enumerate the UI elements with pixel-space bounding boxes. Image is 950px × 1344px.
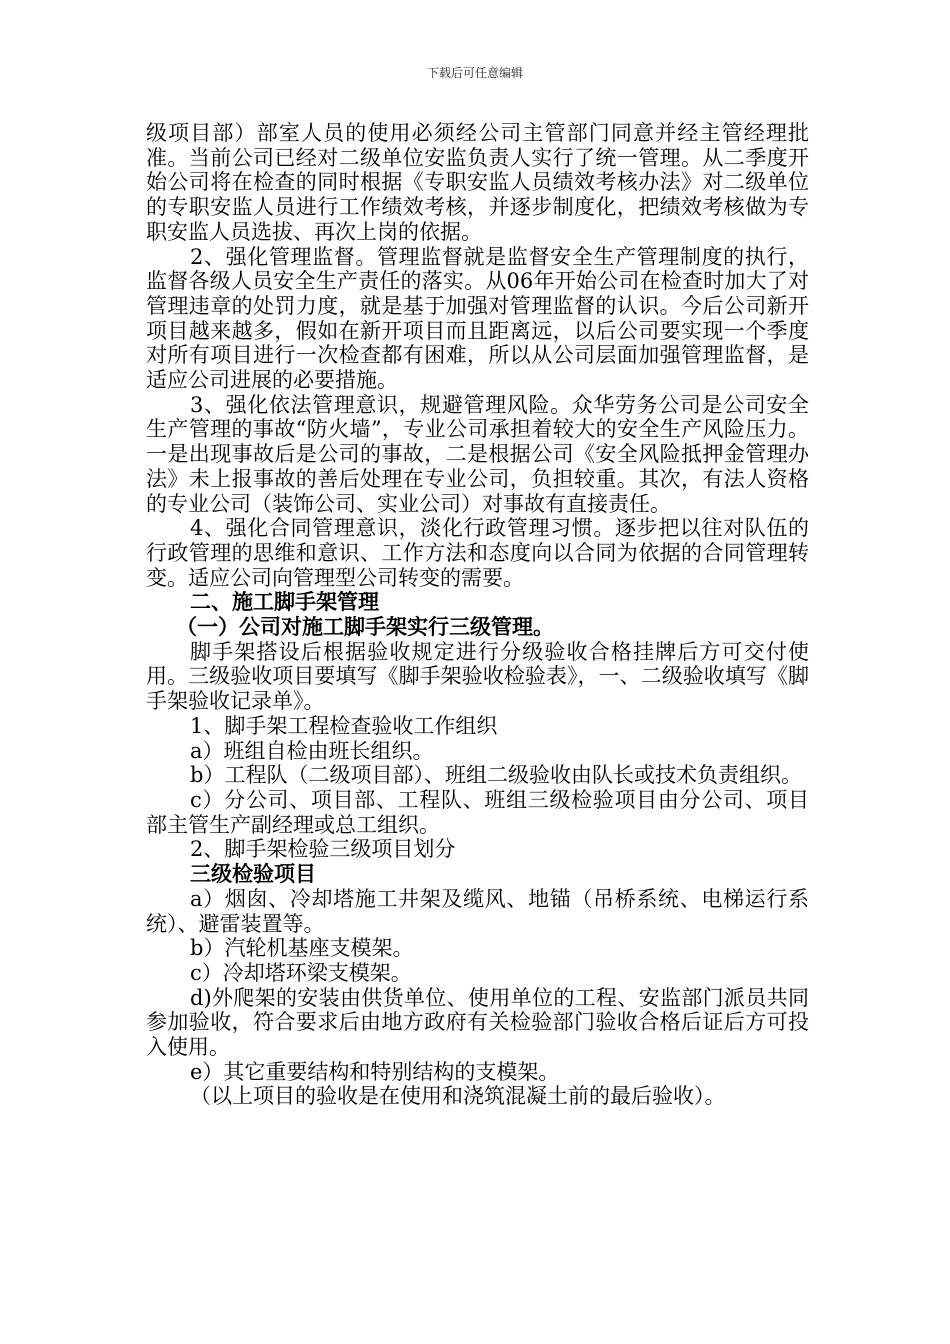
subsection-heading-three-level: （一）公司对施工脚手架实行三级管理。: [176, 614, 554, 640]
list-heading-organization: 1、脚手架工程检查验收工作组织: [190, 713, 498, 738]
list-item-a: a）班组自检由班长组织。: [190, 738, 434, 763]
item-turbine-base: b）汽轮机基座支模架。: [190, 936, 414, 961]
item-chimney: a）烟囱、冷却塔施工井架及缆风、地锚（吊桥系统、电梯运行系统）、避雷装置等。: [146, 886, 809, 936]
page-header-note: 下载后可任意编辑: [426, 66, 523, 80]
note-final-acceptance: （以上项目的验收是在使用和浇筑混凝土前的最后验收）。: [190, 1084, 726, 1109]
list-heading-division: 2、脚手架检验三级项目划分: [190, 837, 456, 862]
list-item-b: b）工程队（二级项目部）、班组二级验收由队长或技术负责组织。: [190, 763, 802, 788]
document-body: [146, 121, 809, 1109]
paragraph-management-supervision: 2、强化管理监督。管理监督就是监督安全生产管理制度的执行，监督各级人员安全生产责任的落实。从06年开始公司在检查时加大了对管理违章的处罚力度，就是基于加强对管理监督的认识。今后公司新开项目越来越多，假如在新开项目而且距离远，以后公司要实现一个季度对所有项目进行一次检查都有困难，所以从公司层面加强管理监督，是适应公司进展的必要措施。: [146, 244, 809, 393]
section-heading-scaffold: 二、施工脚手架管理: [190, 589, 379, 615]
paragraph-legal-management: 3、强化依法管理意识，规避管理风险。众华劳务公司是公司安全生产管理的事故“防火墙”，专业公司承担着较大的安全生产风险压力。一是出现事故后是公司的事故，二是根据公司《安全风险抵押金管理办法》未上报事故的善后处理在专业公司，负担较重。其次，有法人资格的专业公司（装饰公司、实业公司）对事故有直接责任。: [146, 392, 809, 516]
paragraph-continued: 级项目部）部室人员的使用必须经公司主管部门同意并经主管经理批准。当前公司已经对二级单位安监负责人实行了统一管理。从二季度开始公司将在检查的同时根据《专职安监人员绩效考核办法》对二级单位的专职安监人员进行工作绩效考核，并逐步制度化，把绩效考核做为专职安监人员选拔、再次上岗的依据。: [146, 121, 809, 244]
paragraph-acceptance: 脚手架搭设后根据验收规定进行分级验收合格挂牌后方可交付使用。三级验收项目要填写《脚手架验收检验表》，一、二级验收填写《脚手架验收记录单》。: [146, 639, 809, 714]
item-climbing-frame: d)外爬架的安装由供货单位、使用单位的工程、安监部门派员共同参加验收，符合要求后由地方政府有关检验部门验收合格后证后方可投入使用。: [146, 985, 809, 1060]
item-other-structures: e）其它重要结构和特别结构的支模架。: [190, 1059, 560, 1084]
list-item-c: c）分公司、项目部、工程队、班组三级检验项目由分公司、项目部主管生产副经理或总工组织。: [146, 787, 809, 837]
heading-third-level-items: 三级检验项目: [190, 861, 316, 887]
item-cooling-tower: c）冷却塔环梁支模架。: [190, 960, 412, 985]
paragraph-contract-management: 4、强化合同管理意识，淡化行政管理习惯。逐步把以往对队伍的行政管理的思维和意识、工作方法和态度向以合同为依据的合同管理转变。适应公司向管理型公司转变的需要。: [146, 516, 809, 590]
